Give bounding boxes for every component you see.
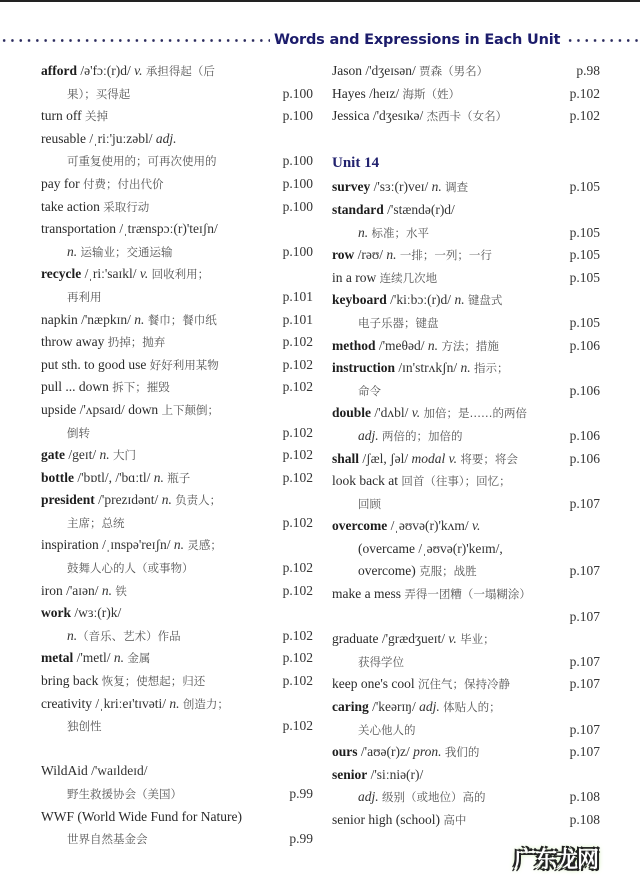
page-reference: p.102 bbox=[282, 334, 313, 350]
glossary-entry-line bbox=[41, 670, 313, 693]
section-gap bbox=[332, 128, 600, 151]
chinese-definition: 回首（往事）；回忆； bbox=[401, 474, 511, 489]
part-of-speech: v. bbox=[134, 63, 146, 78]
phonetic: /'dʌbl/ bbox=[371, 405, 412, 421]
glossary-entry-line bbox=[332, 719, 600, 742]
english-term: down bbox=[128, 401, 162, 417]
page-reference: p.98 bbox=[576, 63, 600, 78]
page-reference: p.107 bbox=[569, 744, 600, 760]
chinese-definition: 果）；买得起 bbox=[67, 86, 131, 101]
phonetic: /ˌəʊvə(r)'kʌm/ bbox=[387, 518, 473, 534]
chinese-definition: 调查 bbox=[445, 180, 469, 195]
headword: president bbox=[41, 492, 95, 508]
page-reference: p.100 bbox=[282, 153, 313, 169]
glossary-entry-line bbox=[332, 380, 600, 403]
english-term: upside bbox=[41, 401, 77, 417]
glossary-entry-line bbox=[41, 83, 313, 106]
page-header bbox=[0, 30, 640, 50]
chinese-definition: 倒转 bbox=[67, 425, 90, 440]
chinese-definition: 大门 bbox=[113, 448, 136, 463]
page-reference: p.99 bbox=[289, 831, 313, 847]
page-reference: p.107 bbox=[569, 563, 600, 579]
page-reference: p.100 bbox=[282, 108, 313, 124]
phonetic: /ˌriː'saɪkl/ bbox=[81, 266, 140, 282]
part-of-speech: n. bbox=[358, 224, 372, 240]
page-reference: p.107 bbox=[569, 495, 600, 511]
glossary-entry-line bbox=[332, 651, 600, 674]
page-reference: p.106 bbox=[569, 450, 600, 466]
english-term: pull ... down bbox=[41, 379, 113, 395]
page-reference: p.101 bbox=[282, 288, 313, 304]
watermark-logo: 广东龙网 bbox=[514, 848, 599, 873]
page-reference: p.102 bbox=[282, 673, 313, 689]
page-reference: p.107 bbox=[569, 721, 600, 737]
glossary-entry-line bbox=[332, 105, 600, 128]
page-reference: p.100 bbox=[282, 243, 313, 259]
chinese-definition: 指示； bbox=[473, 361, 509, 376]
phonetic: /ɪn'strʌkʃn/ bbox=[395, 360, 461, 376]
glossary-entry-line bbox=[41, 376, 313, 399]
page-reference: p.102 bbox=[282, 582, 313, 598]
page-reference: p.99 bbox=[289, 786, 313, 801]
chinese-definition: 好好利用某物 bbox=[149, 357, 219, 372]
dotted-rule-left bbox=[0, 39, 270, 42]
chinese-definition: 拆下；摧毁 bbox=[112, 380, 170, 395]
chinese-definition: 铁 bbox=[115, 583, 127, 598]
glossary-entry-line bbox=[41, 218, 313, 241]
english-term: Jason bbox=[332, 63, 362, 78]
chinese-definition: 灵感； bbox=[187, 538, 222, 553]
part-of-speech: n. bbox=[454, 292, 468, 308]
english-term: Hayes bbox=[332, 85, 366, 101]
glossary-entry-line bbox=[41, 760, 313, 783]
chinese-definition: 两倍的；加倍的 bbox=[382, 428, 463, 443]
phonetic: /'stændə(r)d/ bbox=[383, 201, 455, 217]
english-term: pay for bbox=[41, 175, 83, 191]
headword: ours bbox=[332, 744, 358, 760]
headword: survey bbox=[332, 179, 371, 195]
chinese-definition: 一排；一列；一行 bbox=[399, 248, 492, 263]
page-reference: p.108 bbox=[569, 789, 600, 805]
glossary-entry-line bbox=[41, 806, 313, 829]
chinese-definition: 加倍；是……的两倍 bbox=[423, 406, 527, 421]
chinese-definition: 标准；水平 bbox=[371, 225, 429, 240]
glossary-entry-line bbox=[332, 83, 600, 106]
glossary-entry-line bbox=[332, 741, 600, 764]
part-of-speech: n. bbox=[113, 650, 128, 666]
page-reference: p.102 bbox=[569, 85, 600, 101]
part-of-speech: n. bbox=[99, 447, 113, 463]
part-of-speech: adj. bbox=[155, 130, 177, 146]
glossary-entry-line bbox=[41, 196, 313, 219]
glossary-entry-line bbox=[332, 673, 600, 696]
headword: double bbox=[332, 405, 372, 421]
glossary-entry-line bbox=[41, 557, 313, 580]
english-term: reusable bbox=[41, 130, 86, 146]
chinese-definition: 恢复；使想起；归还 bbox=[101, 674, 206, 689]
glossary-entry-line bbox=[332, 176, 600, 199]
glossary-entry-line bbox=[41, 580, 313, 603]
part-of-speech: n. bbox=[427, 337, 442, 353]
part-of-speech: v. bbox=[139, 266, 152, 282]
chinese-definition: 毕业； bbox=[460, 632, 495, 647]
glossary-entry-line bbox=[41, 399, 313, 422]
english-term: (overcame bbox=[358, 540, 415, 556]
chinese-definition: 采取行动 bbox=[103, 199, 150, 214]
glossary-column-left bbox=[41, 60, 313, 851]
chinese-definition: 回收利用； bbox=[151, 267, 210, 282]
part-of-speech: n. bbox=[67, 243, 81, 259]
chinese-definition: 野生救援协会（美国） bbox=[67, 787, 182, 801]
page-reference: p.105 bbox=[569, 179, 600, 195]
english-term: Jessica bbox=[332, 108, 370, 124]
glossary-entry-line bbox=[41, 625, 313, 648]
english-term: graduate bbox=[332, 631, 379, 647]
english-term: iron bbox=[41, 582, 63, 598]
glossary-entry-line bbox=[41, 828, 313, 851]
part-of-speech: n. bbox=[460, 360, 474, 376]
headword: senior bbox=[332, 766, 368, 782]
page-reference: p.100 bbox=[282, 85, 313, 101]
glossary-entry-line bbox=[332, 809, 600, 832]
glossary-entry-line bbox=[332, 312, 600, 335]
phonetic: /ʃæl, ʃəl/ bbox=[359, 450, 412, 466]
page-reference: p.106 bbox=[569, 382, 600, 398]
glossary-entry-line bbox=[41, 467, 313, 490]
chinese-definition: 弄得一团糟（一塌糊涂） bbox=[404, 587, 531, 602]
page-reference: p.100 bbox=[282, 198, 313, 214]
glossary-entry-line bbox=[41, 150, 313, 173]
glossary-entry-line bbox=[332, 538, 600, 561]
chinese-definition: 上下颠倒； bbox=[161, 402, 220, 417]
phonetic: /ˌəʊvə(r)'keɪm/, bbox=[414, 540, 503, 556]
part-of-speech: n. bbox=[173, 537, 188, 553]
chinese-definition: 命令 bbox=[358, 383, 381, 398]
phonetic: /'næpkɪn/ bbox=[77, 311, 135, 327]
glossary-entry-line bbox=[41, 602, 313, 625]
phonetic: /'prezɪdənt/ bbox=[94, 492, 162, 508]
chinese-definition: 主席；总统 bbox=[67, 515, 125, 530]
chinese-definition: 承担得起（后 bbox=[145, 64, 215, 78]
chinese-definition: 关心他人的 bbox=[358, 722, 416, 737]
glossary-entry-line bbox=[332, 696, 600, 719]
part-of-speech: n. bbox=[67, 627, 78, 643]
chinese-definition: 获得学位 bbox=[358, 654, 404, 669]
chinese-definition: 杰西卡（女名） bbox=[426, 109, 508, 124]
chinese-definition: 级别（或地位）高的 bbox=[382, 790, 486, 805]
glossary-entry-line bbox=[41, 444, 313, 467]
part-of-speech: v. bbox=[472, 518, 481, 534]
headword: row bbox=[332, 247, 355, 263]
chinese-definition: 金属 bbox=[127, 651, 151, 666]
glossary-entry-line bbox=[332, 470, 600, 493]
glossary-entry-line bbox=[41, 512, 313, 535]
chinese-definition: 连续几次地 bbox=[379, 270, 438, 285]
phonetic: /'meθəd/ bbox=[375, 337, 428, 353]
glossary-entry-line bbox=[332, 402, 600, 425]
glossary-entry-line bbox=[332, 583, 600, 606]
glossary-entry-line bbox=[332, 448, 600, 471]
glossary-entry-line bbox=[41, 241, 313, 264]
part-of-speech: modal v. bbox=[411, 450, 461, 466]
english-term: bring back bbox=[41, 673, 102, 689]
top-border-line bbox=[0, 0, 640, 2]
glossary-entry-line bbox=[332, 267, 600, 290]
page-reference: p.102 bbox=[282, 514, 313, 530]
page-reference: p.102 bbox=[282, 379, 313, 395]
page-reference: p.102 bbox=[282, 424, 313, 440]
page-reference: p.105 bbox=[569, 224, 600, 240]
part-of-speech: n. bbox=[101, 582, 116, 598]
chinese-definition: （音乐、艺术）作品 bbox=[77, 628, 181, 643]
english-term: WWF (World Wide Fund for Nature) bbox=[41, 808, 242, 824]
chinese-definition: 我们的 bbox=[444, 745, 480, 760]
glossary-entry-line bbox=[332, 628, 600, 651]
chinese-definition: 将要；将会 bbox=[460, 451, 518, 466]
part-of-speech: adj. bbox=[358, 427, 383, 443]
english-term: inspiration bbox=[41, 537, 99, 553]
chinese-definition: 再利用 bbox=[67, 289, 102, 304]
glossary-column-right bbox=[332, 60, 600, 832]
chinese-definition: 负责人； bbox=[175, 493, 222, 508]
chinese-definition: 贾森（男名） bbox=[419, 64, 489, 78]
glossary-entry-line bbox=[332, 335, 600, 358]
glossary-entry-line bbox=[332, 606, 600, 629]
glossary-entry-line bbox=[41, 693, 313, 716]
chinese-definition: 电子乐器；键盘 bbox=[358, 315, 439, 330]
unit-heading: Unit 14 bbox=[332, 155, 380, 172]
page-reference: p.102 bbox=[282, 356, 313, 372]
glossary-entry-line bbox=[332, 60, 600, 83]
glossary-entry-line bbox=[41, 534, 313, 557]
chinese-definition: 创造力； bbox=[182, 696, 229, 711]
glossary-entry-line bbox=[332, 199, 600, 222]
phonetic: /'dʒeɪsən/ bbox=[362, 63, 420, 78]
glossary-entry-line bbox=[332, 244, 600, 267]
chinese-definition: 独创性 bbox=[67, 719, 102, 734]
english-term: senior high (school) bbox=[332, 812, 444, 827]
page-reference: p.105 bbox=[569, 314, 600, 330]
phonetic: /'bɒtl/, /'bɑːtl/ bbox=[74, 469, 154, 485]
glossary-entry-line bbox=[41, 173, 313, 196]
phonetic: /'ʌpsaɪd/ bbox=[76, 401, 129, 417]
page-reference: p.102 bbox=[569, 108, 600, 124]
english-term: napkin bbox=[41, 311, 78, 327]
phonetic: /ˌriː'juːzəbl/ bbox=[85, 130, 156, 146]
section-gap bbox=[41, 738, 313, 761]
page-reference: p.102 bbox=[282, 469, 313, 485]
english-term: throw away bbox=[41, 334, 108, 350]
glossary-entry-line bbox=[332, 222, 600, 245]
phonetic: /'grædʒueɪt/ bbox=[378, 631, 449, 647]
english-term: take action bbox=[41, 198, 104, 214]
phonetic: /'aɪən/ bbox=[62, 582, 102, 598]
phonetic: /ˌkriːeɪ'tɪvəti/ bbox=[91, 695, 170, 711]
glossary-entry-line bbox=[41, 331, 313, 354]
page-reference: p.102 bbox=[282, 718, 313, 734]
headword: keyboard bbox=[332, 292, 387, 308]
page-reference: p.102 bbox=[282, 560, 313, 576]
phonetic: /ə'fɔː(r)d/ bbox=[77, 63, 135, 78]
glossary-entry-line bbox=[332, 493, 600, 516]
part-of-speech: v. bbox=[411, 405, 424, 421]
headword: instruction bbox=[332, 360, 396, 376]
page-reference: p.106 bbox=[569, 337, 600, 353]
chinese-definition: 高中 bbox=[443, 813, 467, 827]
english-term: make a mess bbox=[332, 586, 405, 602]
phonetic: /'metl/ bbox=[73, 650, 114, 666]
part-of-speech: n. bbox=[431, 179, 446, 195]
chinese-definition: 可重复使用的；可再次使用的 bbox=[67, 154, 217, 169]
phonetic: /ˌɪnspə'reɪʃn/ bbox=[98, 537, 174, 553]
page-reference: p.102 bbox=[282, 627, 313, 643]
headword: overcome bbox=[332, 518, 388, 534]
headword: method bbox=[332, 337, 376, 353]
english-term: keep one's cool bbox=[332, 676, 419, 692]
english-term: turn off bbox=[41, 108, 85, 124]
glossary-entry-line bbox=[332, 515, 600, 538]
english-term: transportation bbox=[41, 221, 116, 237]
english-term: overcome) bbox=[358, 563, 420, 579]
chinese-definition: 海斯（姓） bbox=[402, 86, 460, 101]
phonetic: /geɪt/ bbox=[65, 447, 100, 463]
page-reference: p.108 bbox=[569, 812, 600, 827]
page-reference: p.106 bbox=[569, 427, 600, 443]
page-reference: p.107 bbox=[569, 676, 600, 692]
page-reference: p.107 bbox=[569, 608, 600, 624]
english-term: WildAid bbox=[41, 763, 88, 779]
chinese-definition: 餐巾；餐巾纸 bbox=[147, 312, 217, 327]
page-reference: p.100 bbox=[282, 175, 313, 191]
part-of-speech: adj. bbox=[358, 789, 383, 805]
glossary-entry-line bbox=[41, 60, 313, 83]
phonetic: /'waɪldeɪd/ bbox=[87, 763, 148, 779]
glossary-entry-line bbox=[332, 560, 600, 583]
part-of-speech: n. bbox=[161, 492, 176, 508]
english-term: creativity bbox=[41, 695, 92, 711]
chinese-definition: 键盘式 bbox=[467, 293, 503, 308]
phonetic: /ˌtrænspɔː(r)'teɪʃn/ bbox=[115, 221, 218, 237]
page-reference: p.107 bbox=[569, 653, 600, 669]
glossary-entry-line bbox=[41, 105, 313, 128]
chinese-definition: 沉住气；保持冷静 bbox=[418, 677, 511, 692]
phonetic: /'siːniə(r)/ bbox=[367, 766, 424, 782]
chinese-definition: 方法；措施 bbox=[441, 338, 499, 353]
phonetic: /'aʊə(r)z/ bbox=[357, 744, 414, 760]
part-of-speech: n. bbox=[134, 311, 148, 327]
glossary-entry-line bbox=[41, 286, 313, 309]
phonetic: /rəʊ/ bbox=[354, 247, 387, 263]
page-reference: p.105 bbox=[569, 247, 600, 263]
chinese-definition: 关掉 bbox=[85, 109, 108, 124]
glossary-entry-line bbox=[332, 425, 600, 448]
part-of-speech: v. bbox=[448, 631, 461, 647]
glossary-entry-line bbox=[41, 783, 313, 806]
phonetic: /heɪz/ bbox=[365, 85, 403, 101]
page-title: Words and Expressions in Each Unit bbox=[274, 32, 561, 48]
glossary-entry-line bbox=[332, 764, 600, 787]
headword: gate bbox=[41, 447, 65, 463]
part-of-speech: n. bbox=[386, 247, 400, 263]
glossary-entry-line bbox=[41, 422, 313, 445]
english-term: put sth. to good use bbox=[41, 356, 150, 372]
glossary-entry-line bbox=[41, 715, 313, 738]
headword: recycle bbox=[41, 266, 82, 282]
chinese-definition: 回顾 bbox=[358, 496, 381, 511]
glossary-entry-line bbox=[41, 128, 313, 151]
headword: bottle bbox=[41, 469, 74, 485]
page-reference: p.101 bbox=[282, 311, 313, 327]
headword: afford bbox=[41, 63, 77, 78]
page-reference: p.102 bbox=[282, 447, 313, 463]
phonetic: /wɜː(r)k/ bbox=[71, 605, 122, 621]
glossary-entry-line bbox=[332, 786, 600, 809]
dotted-rule-right bbox=[566, 39, 640, 42]
chinese-definition: 扔掉；抛弃 bbox=[107, 335, 166, 350]
glossary-entry-line bbox=[41, 263, 313, 286]
glossary-entry-line bbox=[41, 309, 313, 332]
part-of-speech: adj. bbox=[419, 699, 444, 715]
page-reference: p.105 bbox=[569, 269, 600, 285]
headword: metal bbox=[41, 650, 74, 666]
part-of-speech: n. bbox=[169, 695, 183, 711]
headword: standard bbox=[332, 201, 384, 217]
phonetic: /'dʒesɪkə/ bbox=[369, 108, 427, 124]
phonetic: /'sɜː(r)veɪ/ bbox=[370, 179, 432, 195]
part-of-speech: pron. bbox=[413, 744, 445, 760]
headword: shall bbox=[332, 450, 360, 466]
chinese-definition: 体贴人的； bbox=[443, 700, 501, 715]
headword: work bbox=[41, 605, 71, 621]
chinese-definition: 鼓舞人心的人（或事物） bbox=[67, 561, 194, 576]
glossary-entry-line bbox=[332, 289, 600, 312]
part-of-speech: n. bbox=[153, 469, 168, 485]
chinese-definition: 克服；战胜 bbox=[419, 564, 477, 579]
chinese-definition: 运输业；交通运输 bbox=[80, 244, 173, 259]
phonetic: /'kiːbɔː(r)d/ bbox=[386, 292, 455, 308]
chinese-definition: 付费；付出代价 bbox=[82, 176, 164, 191]
glossary-entry-line bbox=[332, 357, 600, 380]
english-term: look back at bbox=[332, 473, 402, 489]
glossary-entry-line bbox=[41, 354, 313, 377]
glossary-entry-line bbox=[41, 489, 313, 512]
chinese-definition: 瓶子 bbox=[167, 470, 191, 485]
glossary-entry-line bbox=[41, 647, 313, 670]
chinese-definition: 世界自然基金会 bbox=[67, 832, 148, 847]
page-reference: p.102 bbox=[282, 650, 313, 666]
headword: caring bbox=[332, 699, 369, 715]
english-term: in a row bbox=[332, 269, 380, 285]
phonetic: /'keərɪŋ/ bbox=[368, 699, 420, 715]
